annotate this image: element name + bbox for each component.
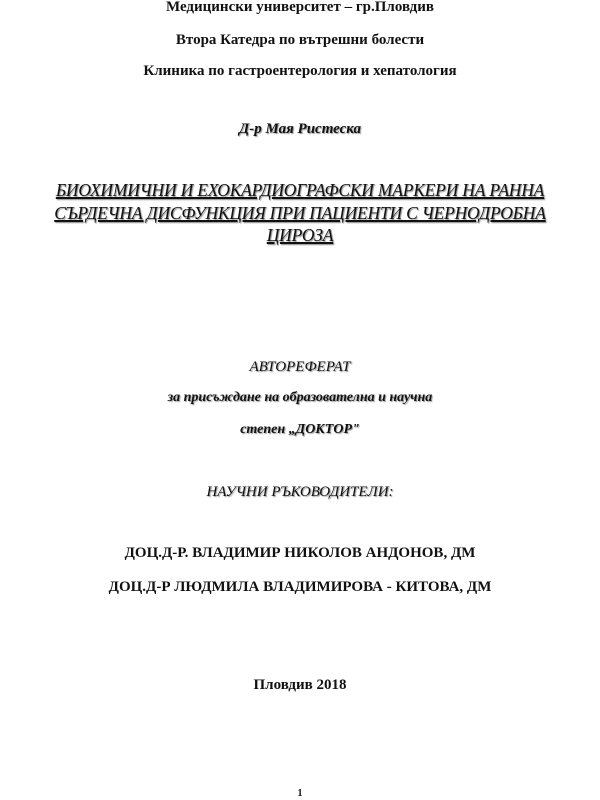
supervisors-heading: НАУЧНИ РЪКОВОДИТЕЛИ: — [206, 484, 394, 500]
department-line: Втора Катедра по вътрешни болести — [175, 32, 425, 48]
page-number: 1 — [297, 788, 303, 799]
author-name: Д-р Мая Ристеска — [238, 121, 362, 137]
supervisor-1: ДОЦ.Д-Р. ВЛАДИМИР НИКОЛОВ АНДОНОВ, ДМ — [124, 545, 476, 561]
thesis-title-line-1: БИОХИМИЧНИ И ЕХОКАРДИОГРАФСКИ МАРКЕРИ НА РАННА — [55, 180, 545, 200]
place-year: Пловдив 2018 — [253, 677, 347, 693]
supervisor-2: ДОЦ.Д-Р ЛЮДМИЛА ВЛАДИМИРОВА - КИТОВА, ДМ — [108, 579, 492, 595]
university-line: Медицински университет – гр.Пловдив — [165, 0, 435, 15]
clinic-line: Клиника по гастроентерология и хепатология — [143, 63, 457, 79]
abstract-label: АВТОРЕФЕРАТ — [249, 359, 351, 375]
thesis-title-line-3: ЦИРОЗА — [266, 225, 334, 245]
thesis-title-line-2: СЪРДЕЧНА ДИСФУНКЦИЯ ПРИ ПАЦИЕНТИ С ЧЕРНОДРОБНА — [54, 203, 546, 223]
abstract-purpose-line-1: за присъждане на образователна и научна — [167, 390, 433, 405]
abstract-purpose-line-2: степен „ДОКТОР" — [240, 422, 360, 437]
